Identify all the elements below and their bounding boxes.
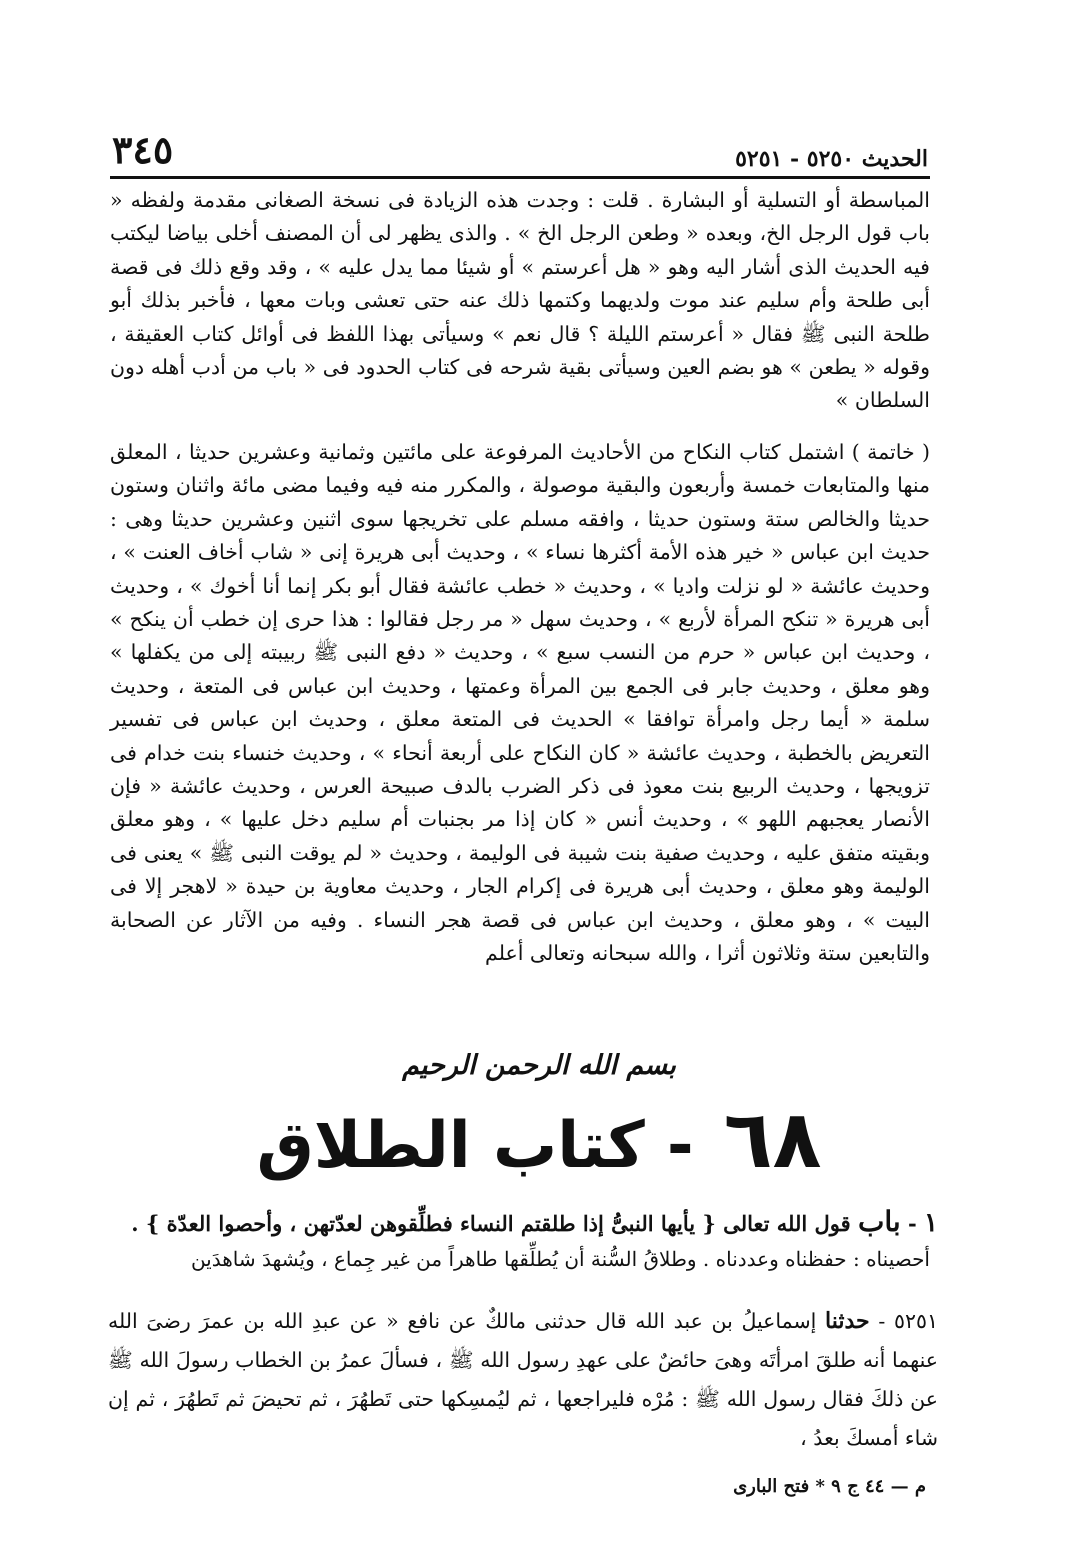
header-rule <box>110 176 930 179</box>
chapter-separator: - <box>666 1109 694 1183</box>
bab-heading <box>110 1205 938 1241</box>
hadith-text: إسماعيلُ بن عبد الله قال حدثنى مالكٌ عن نافع « عن عبدِ الله بن عمرَ رضىَ الله عنهما أنه طلقَ امرأتَه وهىَ حائضٌ على عهدِ رسول الله ﷺ ، فسألَ عمرُ بن الخطاب رسولَ الله ﷺ عن ذلكَ فقال رسول الله ﷺ : مُرْه فليراجعها ، ثم ليُمسِكها حتى تَطهُرَ ، ثم تحيضَ ثم تَطهُرَ ، ثم إن شاء أمسكَ بعدُ ، <box>108 1309 938 1450</box>
hadith-number: ٥٢٥١ <box>893 1309 938 1333</box>
basmala: بسم الله الرحمن الرحيم <box>402 1050 676 1081</box>
commentary-paragraph: المباسطة أو التسلية أو البشارة . قلت : وجدت هذه الزيادة فى نسخة الصغانى مقدمة ولفظه « باب قول الرجل الخ، وبعده « وطعن الرجل الخ » . والذى يظهر لى أن المصنف أخلى بياضا ليكتب فيه الحديث الذى أشار اليه وهو « هل أعرستم » أو شيئا مما يدل عليه » ، وقد وقع ذلك فى قصة أبى طلحة وأم سليم عند موت ولديهما وكتمها ذلك عنه حتى تعشى وبات معها ، فأخبر بذلك أبو طلحة النبى ﷺ فقال « أعرستم الليلة ؟ قال نعم » وسيأتى بهذا اللفظ فى أوائل كتاب العقيقة ، وقوله « يطعن » هو بضم العين وسيأتى بقية شرحه فى كتاب الحدود فى « باب من أدب أهله دون السلطان » <box>110 188 930 413</box>
page-number: ٣٤٥ <box>112 127 174 172</box>
running-head: الحديث ٥٢٥٠ - ٥٢٥١ <box>735 146 928 172</box>
bab-number: ١ <box>924 1208 938 1238</box>
footer-signature: م — ٤٤ ج ٩ * فتح البارى <box>733 1476 926 1497</box>
hadith-paragraph <box>108 1302 938 1458</box>
hadith-intro-word: حدثنا <box>825 1308 870 1334</box>
gloss-line: أحصيناه : حفظناه وعددناه . وطلاقُ السُّنة أن يُطلِّقها طاهراً من غير جِماع ، ويُشهدَ شاهدَين <box>190 1247 930 1271</box>
hadith-dash: - <box>878 1309 886 1333</box>
chapter-number: ٦٨ <box>723 1093 822 1186</box>
chapter-title: كتاب الطلاق <box>256 1109 645 1183</box>
bab-text: قول الله تعالى { يأيها النبىُّ إذا طلقتم النساء فطلِّقوهن لعدّتهن ، وأحصوا العدّة } . <box>131 1211 851 1236</box>
bab-dash: - <box>908 1211 917 1236</box>
bab-word: باب <box>858 1205 901 1238</box>
chapter-heading <box>0 1093 1078 1188</box>
page-header <box>112 120 928 172</box>
conclusion-paragraph: ( خاتمة ) اشتمل كتاب النكاح من الأحاديث المرفوعة على مائتين وثمانية وعشرين حديثا ، المعلق منها والمتابعات خمسة وأربعون والبقية موصولة ، والمكرر منه فيه وفيما مضى مائة واثنان وستون حديثا والخالص ستة وستون حديثا ، وافقه مسلم على تخريجها سوى اثنين وعشرين حديثا وهى : حديث ابن عباس « خير هذه الأمة أكثرها نساء » ، وحديث أبى هريرة إنى « شاب أخاف العنت » ، وحديث عائشة « لو نزلت واديا » ، وحديث « خطب عائشة فقال أبو بكر إنما أنا أخوك » ، وحديث أبى هريرة « تنكح المرأة لأربع » ، وحديث سهل « مر رجل فقالوا : هذا حرى إن خطب أن ينكح » ، وحديث ابن عباس « حرم من النسب سبع » ، وحديث « دفع النبى ﷺ ربيبته إلى من يكفلها » وهو معلق ، وحديث جابر فى الجمع بين المرأة وعمتها ، وحديث ابن عباس فى المتعة ، وحديث سلمة « أيما رجل وامرأة توافقا » الحديث فى المتعة معلق ، وحديث ابن عباس فى تفسير التعريض بالخطبة ، وحديث عائشة « كان النكاح على أربعة أنحاء » ، وحديث خنساء بنت خدام فى تزويجها ، وحديث الربيع بنت معوذ فى ذكر الضرب بالدف صبيحة العرس ، وحديث عائشة « فإن الأنصار يعجبهم اللهو » ، وحديث أنس « كان إذا مر بجنبات أم سليم دخل عليها » ، وهو معلق وبقيته متفق عليه ، وحديث صفية بنت شيبة فى الوليمة ، وحديث « لم يوقت النبى ﷺ » يعنى فى الوليمة وهو معلق ، وحديث أبى هريرة فى إكرام الجار ، وحديث معاوية بن حيدة « لاهجر إلا فى البيت » ، وهو معلق ، وحديث ابن عباس فى قصة هجر النساء . وفيه من الآثار عن الصحابة والتابعين ستة وثلاثون أثرا ، والله سبحانه وتعالى أعلم <box>110 440 930 966</box>
